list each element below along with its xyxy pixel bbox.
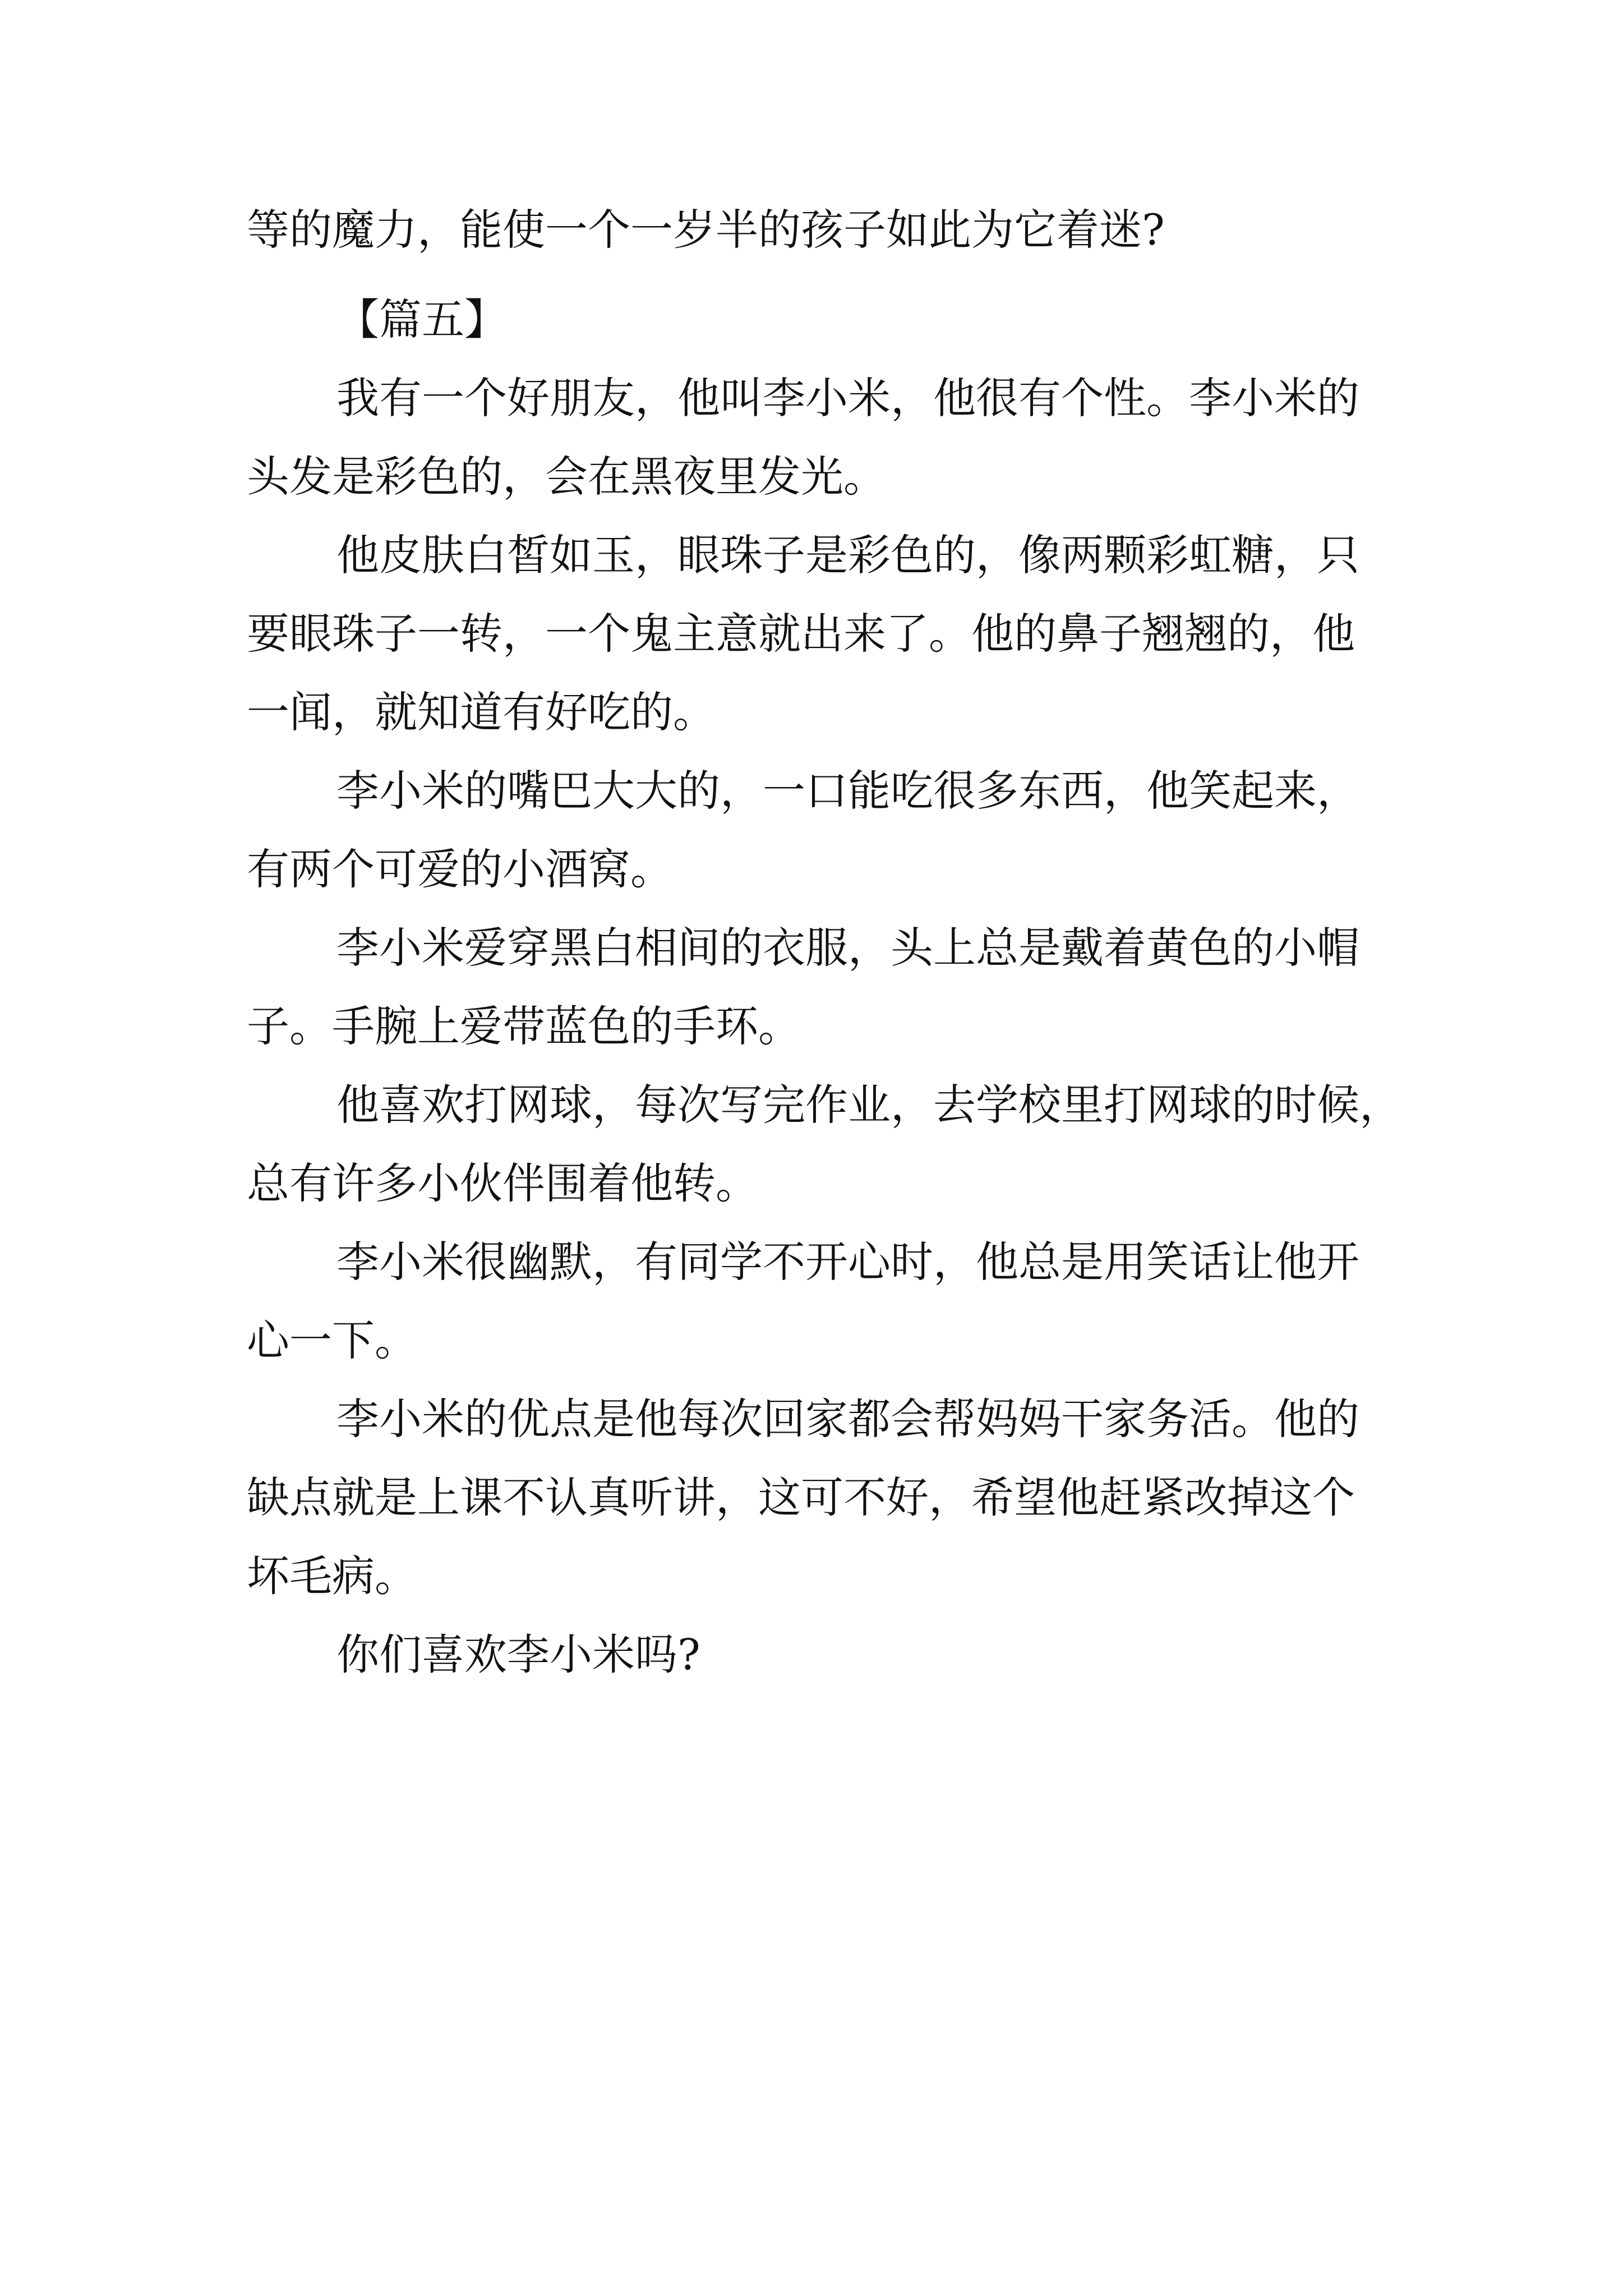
text-line-continuation: 等的魔力，能使一个一岁半的孩子如此为它着迷?	[247, 205, 1165, 255]
paragraph-line: 头发是彩色的，会在黑夜里发光。	[247, 452, 886, 501]
paragraph-line: 他喜欢打网球，每次写完作业，去学校里打网球的时候，	[336, 1080, 1402, 1130]
paragraph-line: 一闻，就知道有好吃的。	[247, 687, 716, 737]
paragraph-line: 子。手腕上爱带蓝色的手环。	[247, 1001, 801, 1051]
paragraph-line: 我有一个好朋友，他叫李小米，他很有个性。李小米的	[336, 373, 1359, 423]
paragraph-line: 李小米爱穿黑白相间的衣服，头上总是戴着黄色的小帽	[336, 923, 1359, 973]
section-heading: 【篇五】	[336, 295, 507, 344]
paragraph-line: 要眼珠子一转，一个鬼主意就出来了。他的鼻子翘翘的，他	[247, 609, 1355, 659]
paragraph-line: 他皮肤白皙如玉，眼珠子是彩色的，像两颗彩虹糖，只	[336, 530, 1359, 580]
paragraph-line: 坏毛病。	[247, 1551, 417, 1601]
paragraph-line: 李小米的优点是他每次回家都会帮妈妈干家务活。他的	[336, 1394, 1359, 1444]
paragraph-line: 你们喜欢李小米吗?	[336, 1630, 700, 1680]
paragraph-line: 总有许多小伙伴围着他转。	[247, 1158, 758, 1208]
paragraph-line: 心一下。	[247, 1315, 417, 1365]
paragraph-line: 有两个可爱的小酒窝。	[247, 844, 673, 894]
paragraph-line: 缺点就是上课不认真听讲，这可不好，希望他赶紧改掉这个	[247, 1473, 1355, 1522]
paragraph-line: 李小米的嘴巴大大的，一口能吃很多东西，他笑起来，	[336, 766, 1359, 816]
paragraph-line: 李小米很幽默，有同学不开心时，他总是用笑话让他开	[336, 1237, 1359, 1287]
